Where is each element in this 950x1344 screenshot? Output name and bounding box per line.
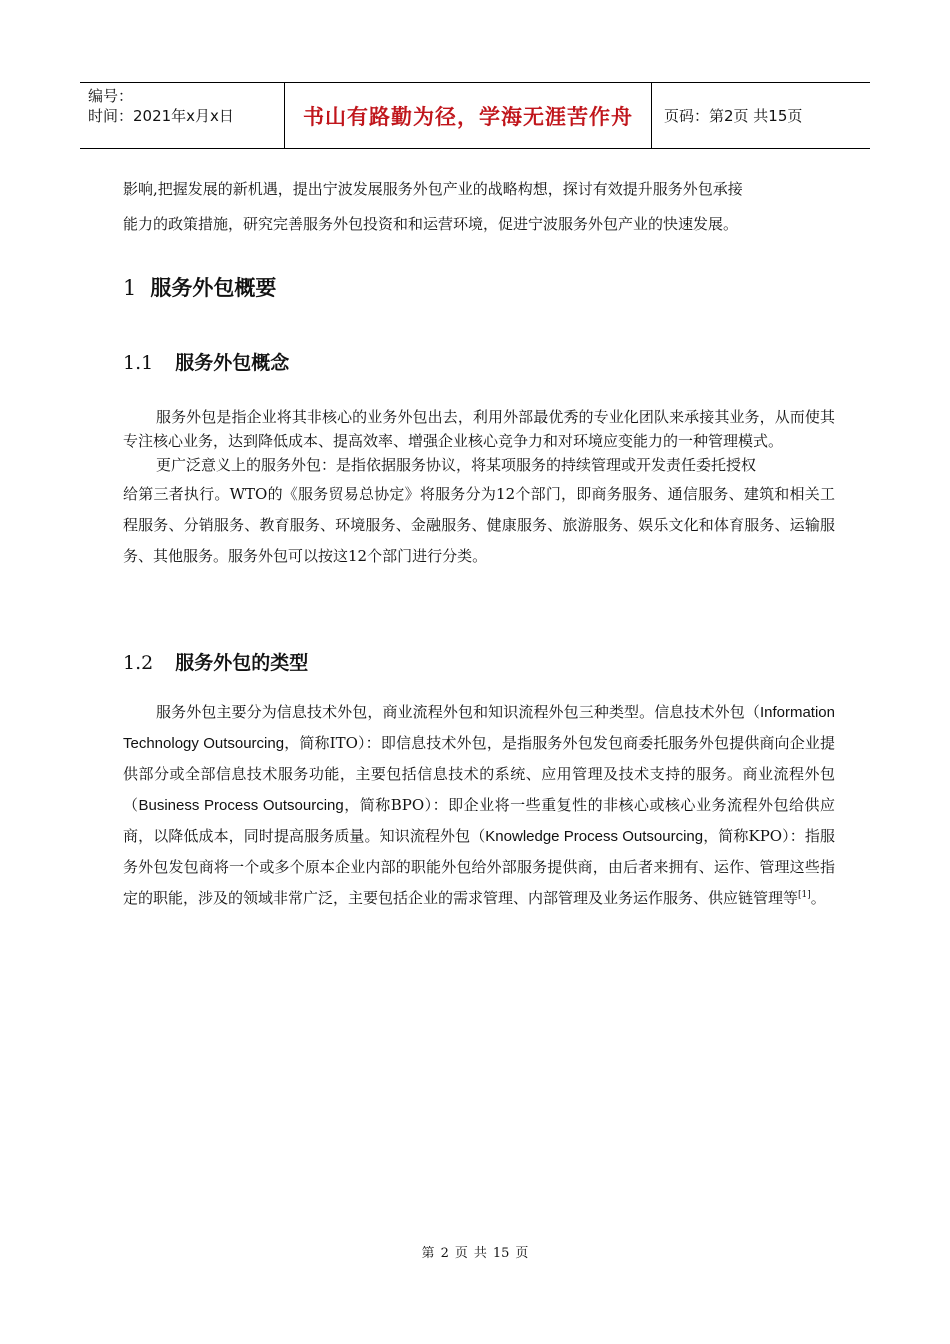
- section-title: 服务外包概要: [150, 276, 277, 300]
- reference-mark: [1]: [798, 890, 811, 900]
- intro-line-1: 影响,把握发展的新机遇，提出宁波发展服务外包产业的战略构想，探讨有效提升服务外包承接: [123, 180, 743, 198]
- page-header: [80, 82, 870, 149]
- footer-text: 页: [454, 1246, 468, 1261]
- section-heading-1-2: [123, 648, 835, 675]
- ito-english: Information Technology Outsourcing: [123, 704, 835, 752]
- types-text-2: ，简称ITO）：即信息技术外包，是指服务外包发包商委托服务外包提供商向企业提供部分或全部信息技术服务功能，主要包括信息技术的系统、应用管理及技术支持的服务。商业流程外包（: [123, 734, 835, 814]
- section-heading-1: [123, 272, 835, 302]
- section-title: 服务外包的类型: [175, 652, 309, 674]
- document-body: [123, 174, 835, 914]
- types-paragraph: [123, 697, 835, 914]
- time-label: 时间：2021年x月x日: [88, 107, 234, 125]
- header-page-label: 页码：第2页 共15页: [664, 107, 803, 125]
- header-meta: [80, 83, 284, 148]
- section-heading-1-1: [123, 348, 835, 375]
- header-motto: 书山有路勤为径，学海无涯苦作舟: [284, 83, 652, 148]
- bpo-english: Business Process Outsourcing: [138, 797, 344, 814]
- concept-paragraph-2-rest: 给第三者执行。WTO的《服务贸易总协定》将服务分为12个部门，即商务服务、通信服务、建筑和相关工程服务、分销服务、教育服务、环境服务、金融服务、健康服务、旅游服务、娱乐文化和体育服务、运输服务、其他服务。服务外包可以按这12个部门进行分类。: [123, 485, 835, 565]
- footer-text: 第: [421, 1246, 435, 1261]
- section-title: 服务外包概念: [175, 352, 290, 374]
- concept-paragraph-2-line-1: 更广泛意义上的服务外包：是指依据服务协议，将某项服务的持续管理或开发责任委托授权: [156, 456, 757, 474]
- page-footer: [0, 1242, 950, 1261]
- footer-text: 共: [473, 1246, 487, 1261]
- footer-total-pages: 15: [492, 1246, 510, 1261]
- kpo-english: Knowledge Process Outsourcing: [485, 828, 704, 845]
- section-number: 1.1: [123, 352, 154, 374]
- section-number: 1: [123, 276, 137, 300]
- concept-paragraph-1: 服务外包是指企业将其非核心的业务外包出去，利用外部最优秀的专业化团队来承接其业务，从而使其专注核心业务，达到降低成本、提高效率、增强企业核心竞争力和对环境应变能力的一种管理模式。: [123, 408, 835, 450]
- types-text-1: 服务外包主要分为信息技术外包，商业流程外包和知识流程外包三种类型。信息技术外包（: [156, 703, 760, 721]
- section-number: 1.2: [123, 652, 154, 674]
- intro-line-2: 能力的政策措施，研究完善服务外包投资和和运营环境，促进宁波服务外包产业的快速发展。: [123, 215, 739, 233]
- footer-text: 页: [515, 1246, 529, 1261]
- types-text-4: ，简称KPO）：指服务外包发包商将一个或多个原本企业内部的职能外包给外部服务提供商，由后者来拥有、运作、管理这些指定的职能，涉及的领域非常广泛，主要包括企业的需求管理、内部管理及业务运作服务、供应链管理等: [123, 827, 835, 907]
- footer-current-page: 2: [440, 1246, 449, 1261]
- types-text-5: 。: [810, 889, 826, 907]
- serial-label: 编号：: [88, 87, 134, 105]
- types-text-3: ，简称BPO）：即企业将一些重复性的非核心或核心业务流程外包给供应商，以降低成本，同时提高服务质量。知识流程外包（: [123, 796, 835, 845]
